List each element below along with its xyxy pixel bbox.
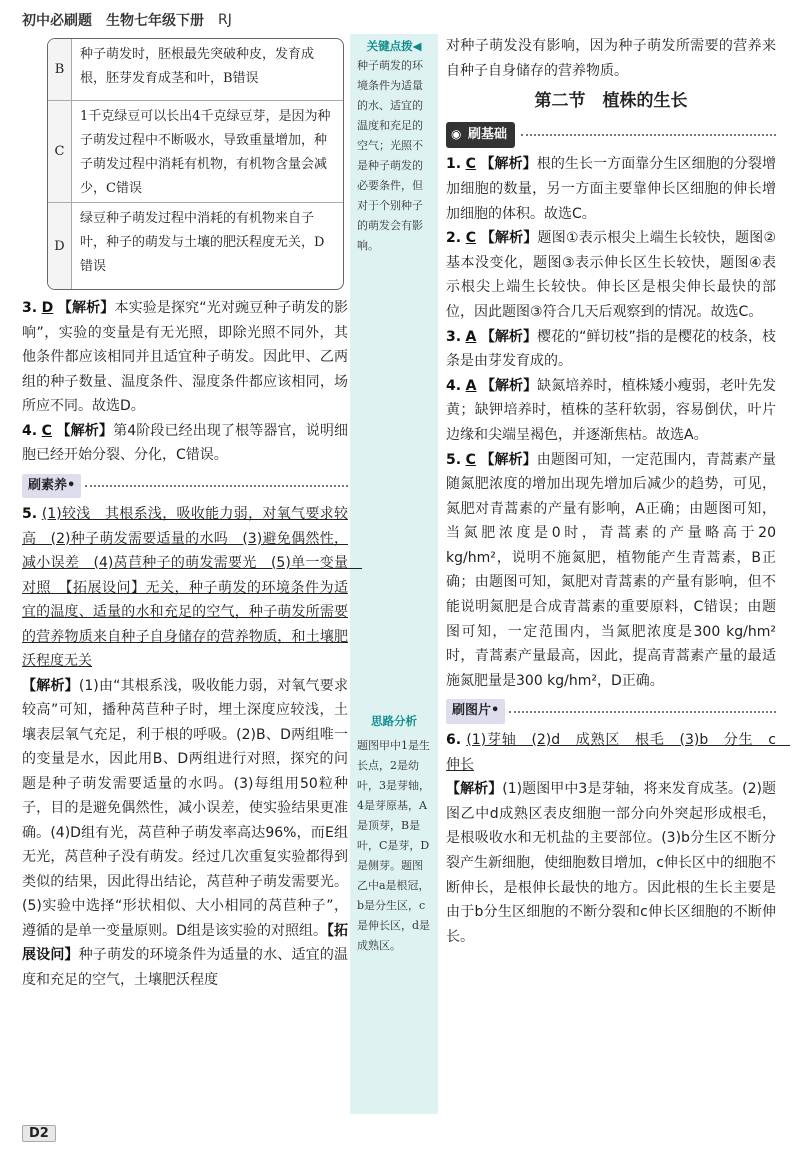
analysis-text: 题图①表示根尖上端生长较快，题图②基本没变化，题图③表示伸长区生长较快，题图④表示根尖上端生长较快。伸长区是根尖伸长最快的部位，因此题图③符合几天后观察到的情况。故选C。 — [446, 230, 777, 320]
left-column — [22, 296, 362, 992]
question-number: 2. — [446, 230, 462, 247]
analysis-tag: 【解析】 — [56, 422, 114, 439]
answer-letter: A — [465, 377, 477, 394]
option-letter: C — [48, 101, 72, 202]
option-row-c — [48, 101, 343, 203]
analysis-text: 题图甲中1是生长点，2是幼叶，3是芽轴，4是芽原基，A是顶芽，B是叶，C是芽，D是侧芽。题图乙中a是根冠，b是分生区，c是伸长区，d是成熟区。 — [357, 739, 431, 952]
option-text: 种子萌发时，胚根最先突破种皮，发育成根，胚芽发育成茎和叶，B错误 — [80, 47, 315, 86]
analysis-text: 根的生长一方面靠分生区细胞的分裂增加细胞的数量，另一方面主要靠伸长区细胞的伸长增加细胞的体积。故选C。 — [446, 156, 777, 222]
answer-letter: D — [41, 300, 54, 316]
extension-text: 种子萌发的环境条件为适量的水、适宜的温度和充足的空气，土壤肥沃程度 — [22, 947, 349, 988]
analysis-text: 第4阶段已经出现了根等器官，说明细胞已经开始分裂、分化，C错误。 — [22, 422, 349, 463]
page-header — [22, 8, 232, 32]
section-label-text: 刷素养• — [22, 474, 81, 499]
key-points-title: 关键点拨◀ — [366, 39, 422, 53]
right-column — [446, 34, 791, 949]
edition-label: RJ — [218, 12, 232, 28]
question-2 — [446, 226, 776, 324]
question-5 — [22, 502, 362, 674]
section-label-literacy — [22, 474, 348, 499]
analysis-text: 由题图可知，一定范围内，青蒿素产量随氮肥浓度的增加出现先增加后减少的趋势，可见，氮肥对青蒿素的产量有影响，A正确；由题图可知，当氮肥浓度是0时，青蒿素的产量略高于20 kg/hm²，说明不施氮肥，植物能产生青蒿素，B正确；由题图可知，氮肥对青蒿素的产量有影响，但不能说明氮肥是合成青蒿素的重要原料，C错误；由题图可知，一定范围内，当氮肥浓度是300 kg/hm²时，青蒿素产量最高，因此，提高青蒿素产量的最适施氮肥量是300 kg/hm²，D正确。 — [446, 451, 777, 689]
question-number: 6. — [446, 732, 462, 749]
question-number: 3. — [22, 300, 38, 316]
option-row-d — [48, 203, 343, 289]
analysis-tag: 【解析】 — [480, 230, 538, 247]
analysis-text: 本实验是探究“光对豌豆种子萌发的影响”，实验的变量是有无光照，即除光照不同外，其他条件都应该相同并且适宜种子萌发。因此甲、乙两组的种子数量、温度条件、湿度条件都应该相同，场所应不同。故选D。 — [22, 300, 348, 414]
answer-letter: C — [465, 156, 476, 173]
question-number: 5. — [446, 451, 462, 468]
option-row-b — [48, 39, 343, 101]
section-title: 第二节 植株的生长 — [534, 91, 688, 112]
question-number: 5. — [22, 506, 38, 522]
analysis-tag: 【解析】 — [480, 377, 538, 394]
question-3 — [446, 325, 776, 374]
continued-text: 对种子萌发没有影响，因为种子萌发所需要的营养来自种子自身储存的营养物质。 — [446, 38, 776, 79]
question-4 — [22, 419, 348, 468]
subject-name: 生物七年级下册 — [106, 13, 204, 29]
answer-letter: C — [41, 422, 52, 439]
answer-text: (1)较浅 其根系浅，吸收能力弱，对氧气要求较高 (2)种子萌发需要适量的水吗 (3)避免偶然性，减小误差 (4)莴苣种子的萌发需要光 (5)单一变量 对照 【拓展设问】无关，种子萌发的环境条件为适宜的温度、适量的水和充足的空气，种子萌发所需要的营养物质来自种子自身储存的营养物质，和土壤肥沃程度无关 — [22, 506, 362, 669]
answer-text: (1)芽轴 (2)d 成熟区 根毛 (3)b 分生 c 伸长 — [446, 732, 791, 773]
analysis-text: 樱花的“鲜切枝”指的是樱花的枝条，枝条是由芽发育成的。 — [446, 328, 777, 370]
option-text: 绿豆种子萌发过程中消耗的有机物来自子叶，种子的萌发与土壤的肥沃程度无关，D错误 — [80, 211, 325, 274]
options-table — [47, 38, 344, 290]
dotted-rule — [521, 134, 776, 136]
analysis-tag: 【解析】 — [480, 156, 537, 173]
option-letter: B — [48, 39, 72, 100]
answer-letter: C — [465, 230, 477, 247]
analysis-title: 思路分析 — [371, 714, 417, 728]
section-badge-basic — [446, 122, 776, 149]
analysis-tag: 【解析】 — [480, 451, 537, 468]
key-points-text: 种子萌发的环境条件为适量的水、适宜的温度和充足的空气；光照不是种子萌发的必要条件，但对于个别种子的萌发会有影响。 — [357, 59, 423, 252]
analysis-tag: 【解析】 — [480, 328, 537, 345]
dotted-rule — [85, 485, 348, 487]
question-3 — [22, 296, 348, 419]
question-number: 4. — [446, 377, 462, 394]
question-number: 3. — [446, 328, 462, 345]
series-name: 初中必刷题 — [22, 13, 92, 29]
question-1 — [446, 152, 776, 226]
question-6-analysis — [446, 777, 776, 949]
badge-label: ◉ 刷基础 — [446, 122, 515, 149]
question-5 — [446, 448, 776, 694]
question-number: 1. — [446, 156, 462, 173]
analysis-tag: 【解析】 — [57, 300, 115, 316]
analysis-text: (1)由“其根系浅，吸收能力弱，对氧气要求较高”可知，播种莴苣种子时，埋土深度应较浅，土壤表层氧气充足，利于根的呼吸。(2)B、D两组唯一的变量是水，因此用B、D两组进行对照，探究的问题是种子萌发需要适量的水吗。(3)每组用50粒种子，目的是避免偶然性，减小误差，使实验结果更准确。(4)D组有光，莴苣种子萌发率高达96%，而E组无光，莴苣种子没有萌发。经过几次重复实验都得到类似的结果，因此得出结论，莴苣种子萌发需要光。(5)实验中选择“形状相似、大小相同的莴苣种子”，遵循的是单一变量原则。D组是该实验的对照组。 — [22, 677, 349, 939]
section-label-images — [446, 699, 776, 724]
analysis-tag: 【解析】 — [22, 677, 79, 694]
page-number: D2 — [22, 1125, 56, 1142]
answer-letter: C — [465, 451, 476, 468]
analysis-text: (1)题图甲中3是芽轴，将来发育成茎。(2)题图乙中d成熟区表皮细胞一部分向外突起形成根毛，是根吸收水和无机盐的主要部位。(3)b分生区不断分裂产生新细胞，使细胞数目增加，c伸长区中的细胞不断伸长，是根伸长最快的地方。因此根的生长主要是由于b分生区细胞的不断分裂和c伸长区细胞的不断伸长。 — [446, 781, 776, 945]
section-label-text: 刷图片• — [446, 699, 505, 724]
analysis-tag: 【解析】 — [446, 781, 503, 798]
question-6 — [446, 728, 791, 777]
question-number: 4. — [22, 422, 38, 439]
extension-tag: 【拓展设问】 — [22, 922, 349, 963]
answer-letter: A — [465, 328, 477, 345]
analysis-text: 缺氮培养时，植株矮小瘦弱，老叶先发黄；缺钾培养时，植株的茎秆软弱，容易倒伏，叶片边缘和尖端呈褐色，并逐渐焦枯。故选A。 — [446, 377, 777, 443]
option-letter: D — [48, 203, 72, 289]
side-notes-column — [350, 34, 438, 1114]
question-5-analysis — [22, 674, 348, 993]
option-text: 1千克绿豆可以长出4千克绿豆芽，是因为种子萌发过程中不断吸水，导致重量增加，种子萌发过程中消耗有机物，有机物含量会减少，C错误 — [80, 109, 331, 196]
question-4 — [446, 374, 776, 448]
dotted-rule — [509, 711, 776, 713]
